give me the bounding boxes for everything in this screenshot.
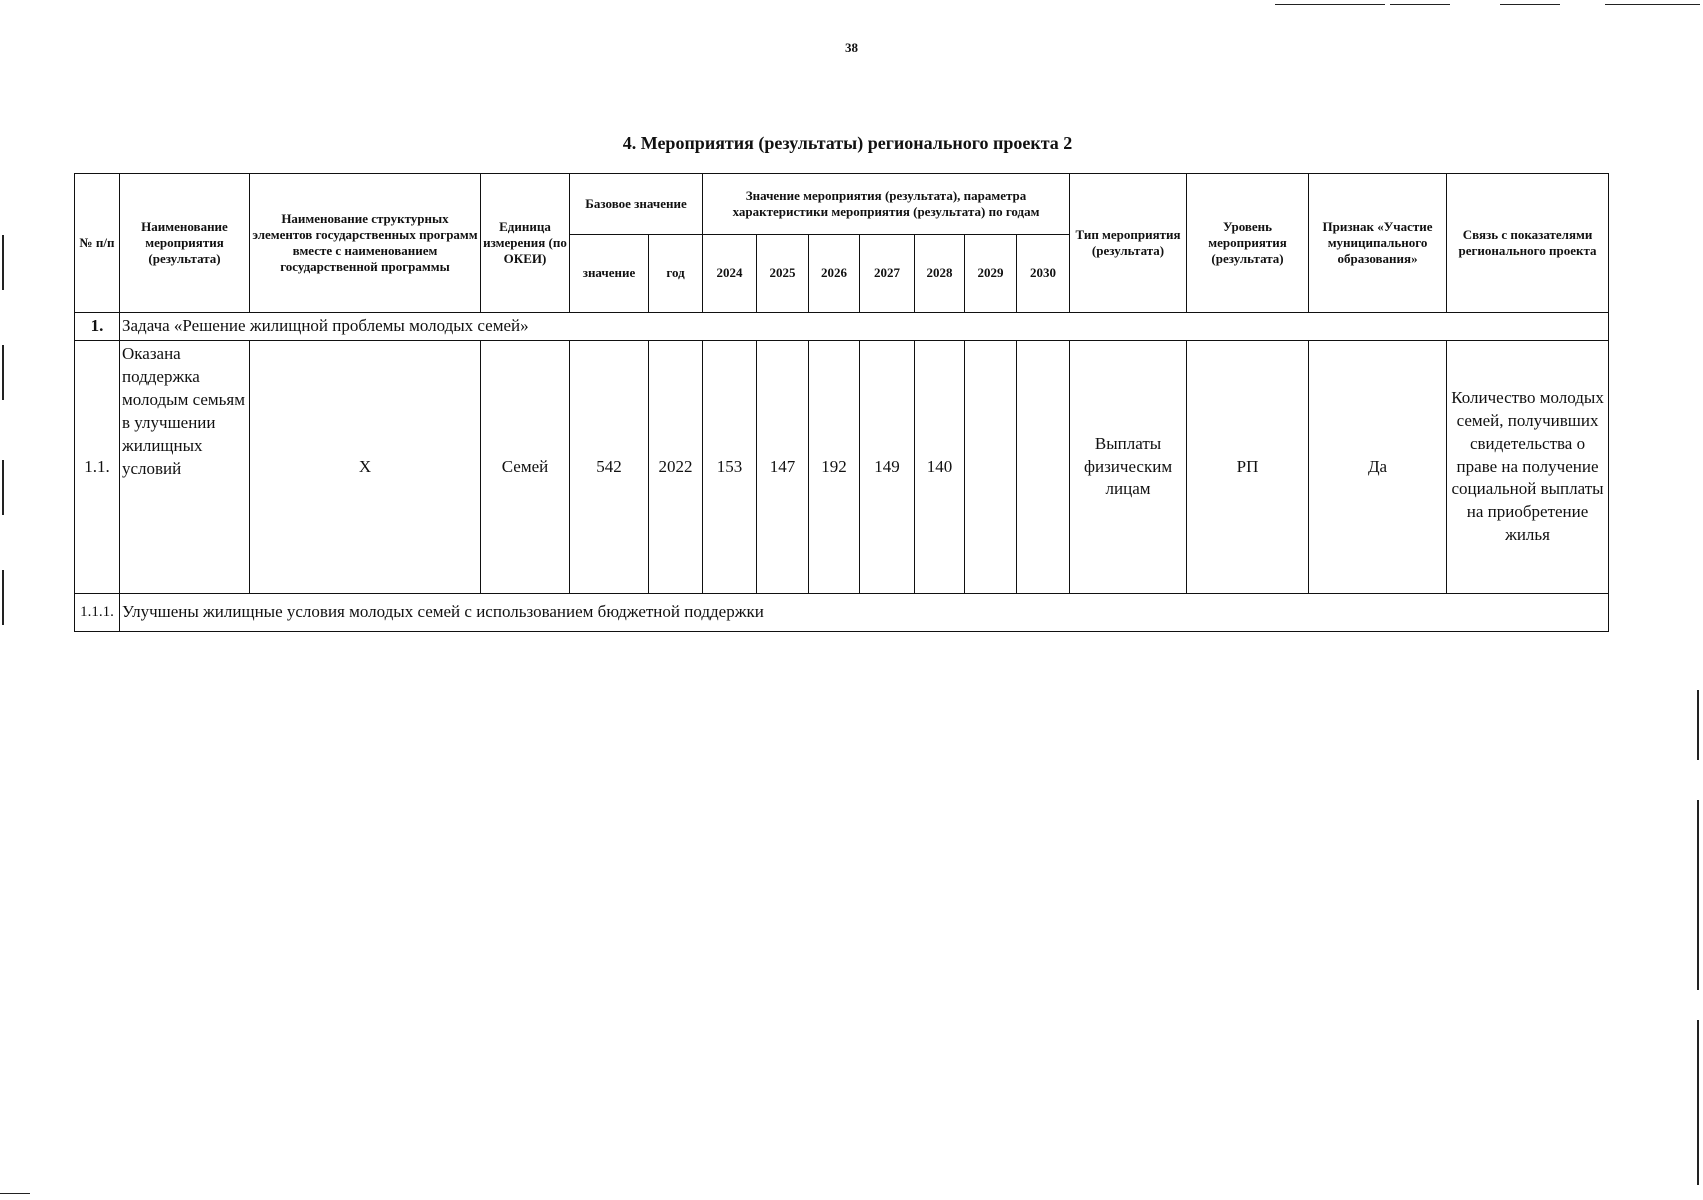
task-text: Задача «Решение жилищной проблемы молодых семей» <box>120 313 1609 341</box>
row-municipal: Да <box>1309 341 1447 594</box>
row-year-2025: 147 <box>757 341 809 594</box>
row-base-year: 2022 <box>649 341 703 594</box>
header-unit: Единица измерения (по ОКЕИ) <box>481 174 570 313</box>
header-base: Базовое значение <box>570 174 703 235</box>
header-row-top <box>75 174 1609 235</box>
row-unit: Семей <box>481 341 570 594</box>
sub-row <box>75 594 1609 632</box>
scan-artifact <box>1605 4 1700 5</box>
measures-table <box>74 173 1609 632</box>
header-year-2028: 2028 <box>915 235 965 313</box>
scan-artifact <box>1390 4 1450 5</box>
row-type: Выплаты физическим лицам <box>1070 341 1187 594</box>
scan-artifact <box>1697 690 1699 760</box>
scan-artifact <box>1275 4 1385 5</box>
scan-artifact <box>2 345 4 400</box>
scan-artifact <box>2 460 4 515</box>
header-structural: Наименование структурных элементов государственных программ вместе с наименованием государственной программы <box>250 174 481 313</box>
header-year-2026: 2026 <box>809 235 860 313</box>
header-year-2030: 2030 <box>1017 235 1070 313</box>
row-structural: Х <box>250 341 481 594</box>
scan-artifact <box>0 1193 30 1194</box>
scan-artifact <box>2 570 4 625</box>
scan-artifact <box>1500 4 1560 5</box>
sub-text: Улучшены жилищные условия молодых семей с использованием бюджетной поддержки <box>120 594 1609 632</box>
header-level: Уровень мероприятия (результата) <box>1187 174 1309 313</box>
section-title: 4. Мероприятия (результаты) регионального проекта 2 <box>622 133 1073 153</box>
scan-artifact <box>1697 800 1699 990</box>
data-row <box>75 341 1609 594</box>
scan-artifact <box>1697 1020 1699 1185</box>
header-base-value: значение <box>570 235 649 313</box>
header-year-2029: 2029 <box>965 235 1017 313</box>
page-number: 38 <box>845 40 858 55</box>
row-level: РП <box>1187 341 1309 594</box>
row-base-value: 542 <box>570 341 649 594</box>
row-year-2028: 140 <box>915 341 965 594</box>
header-name: Наименование мероприятия (результата) <box>120 174 250 313</box>
sub-num: 1.1.1. <box>75 594 120 632</box>
header-type: Тип мероприятия (результата) <box>1070 174 1187 313</box>
header-base-year: год <box>649 235 703 313</box>
row-name: Оказана поддержка молодым семьям в улучшении жилищных условий <box>120 341 250 594</box>
row-year-2026: 192 <box>809 341 860 594</box>
header-municipal: Признак «Участие муниципального образования» <box>1309 174 1447 313</box>
task-num: 1. <box>75 313 120 341</box>
row-year-2029 <box>965 341 1017 594</box>
header-link: Связь с показателями регионального проекта <box>1447 174 1609 313</box>
header-year-2025: 2025 <box>757 235 809 313</box>
row-num: 1.1. <box>75 341 120 594</box>
row-year-2027: 149 <box>860 341 915 594</box>
header-year-2027: 2027 <box>860 235 915 313</box>
row-year-2030 <box>1017 341 1070 594</box>
row-link: Количество молодых семей, получивших свидетельства о праве на получение социальной выплаты на приобретение жилья <box>1447 341 1609 594</box>
header-num: № п/п <box>75 174 120 313</box>
header-years-group: Значение мероприятия (результата), параметра характеристики мероприятия (результата) по годам <box>703 174 1070 235</box>
header-year-2024: 2024 <box>703 235 757 313</box>
task-row <box>75 313 1609 341</box>
row-year-2024: 153 <box>703 341 757 594</box>
scan-artifact <box>2 235 4 290</box>
